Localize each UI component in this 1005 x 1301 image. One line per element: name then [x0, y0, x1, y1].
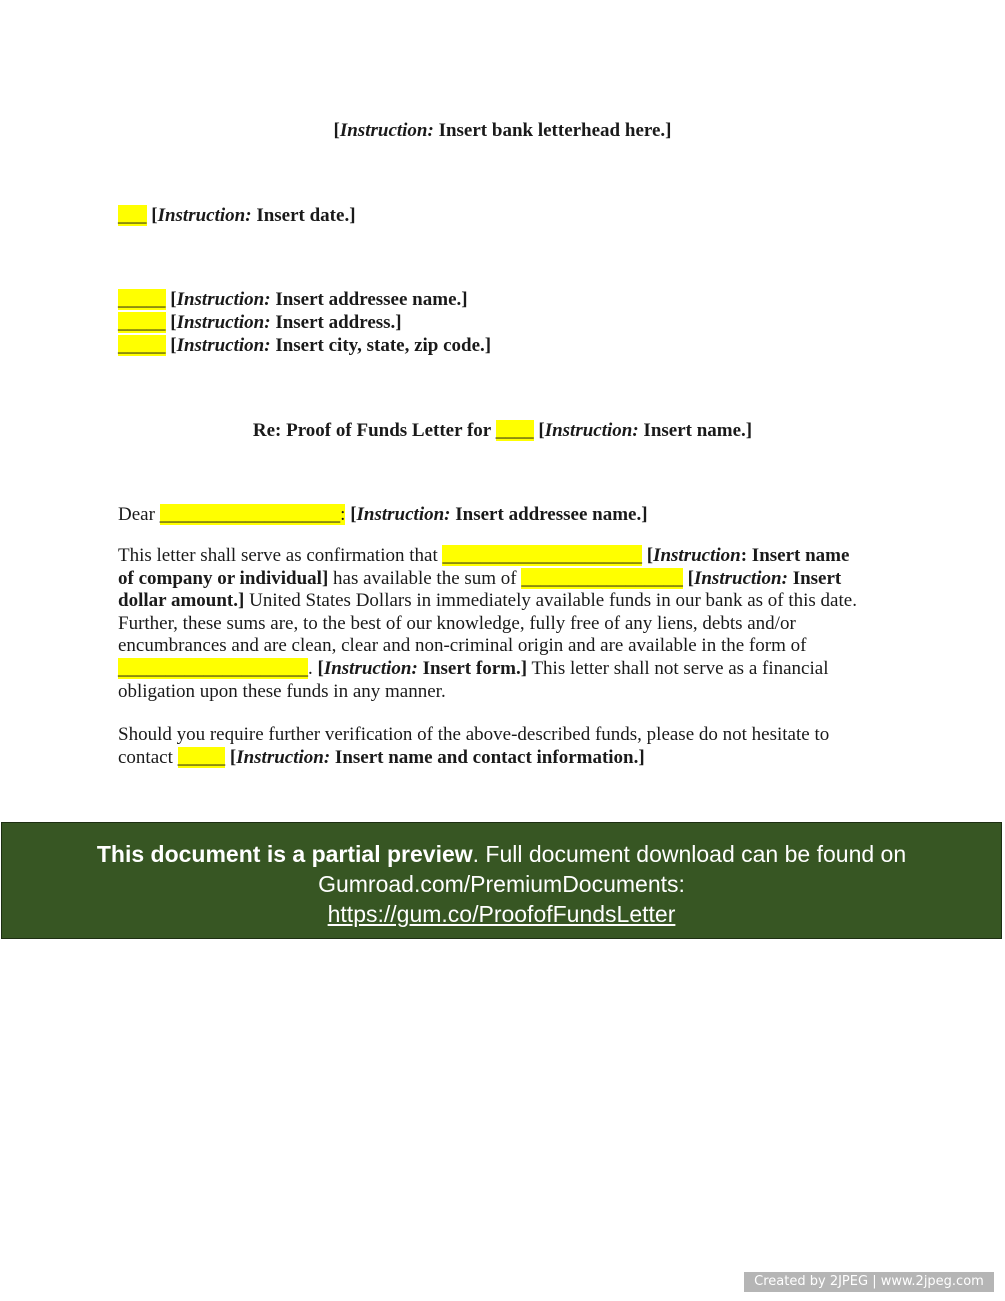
- company-name-blank[interactable]: _____________________: [442, 545, 642, 566]
- watermark: Created by 2JPEG | www.2jpeg.com: [744, 1272, 994, 1292]
- body1-row-5: encumbrances and are clean, clear and non-criminal origin and are available in the form of: [118, 635, 807, 657]
- body1-row-6: ____________________. [Instruction: Insert form.] This letter shall not serve as a financial: [118, 657, 829, 679]
- form-blank[interactable]: ____________________: [118, 657, 308, 679]
- body2-row-1: Should you require further verification of the above-described funds, please do not hesitate to: [118, 724, 830, 745]
- salutation: Dear ___________________: [Instruction: Insert addressee name.]: [118, 504, 648, 525]
- body1-row-7: obligation upon these funds in any manner.: [118, 680, 446, 702]
- body2-row-2: contact _____ [Instruction: Insert name and contact information.]: [118, 746, 645, 768]
- body1-row-4: Further, these sums are, to the best of our knowledge, fully free of any liens, debts and/or: [118, 612, 796, 634]
- address-street-line: _____ [Instruction: Insert address.]: [118, 312, 402, 333]
- body-paragraph-1: [118, 545, 898, 703]
- preview-banner: [1, 822, 1002, 939]
- address-blank[interactable]: _____: [118, 312, 166, 333]
- date-blank[interactable]: ___: [118, 205, 147, 226]
- salutation-blank[interactable]: ___________________:: [159, 504, 346, 525]
- banner-line-2: Gumroad.com/PremiumDocuments:: [318, 871, 685, 897]
- addressee-name-blank[interactable]: _____: [118, 289, 166, 310]
- body1-row-1: This letter shall serve as confirmation that _____________________ [Instruction: Insert name: [118, 545, 850, 566]
- body-paragraph-2: [118, 724, 898, 769]
- address-name-line: _____ [Instruction: Insert addressee name.]: [118, 289, 468, 310]
- city-state-zip-blank[interactable]: _____: [118, 335, 166, 356]
- address-city-line: _____ [Instruction: Insert city, state, zip code.]: [118, 335, 492, 356]
- banner-line-1: This document is a partial preview. Full document download can be found on: [96, 841, 907, 867]
- re-line: Re: Proof of Funds Letter for ____ [Instruction: Insert name.]: [252, 420, 753, 441]
- dollar-amount-blank[interactable]: _________________: [521, 567, 683, 589]
- date-line: ___ [Instruction: Insert date.]: [118, 205, 356, 226]
- body1-row-3: dollar amount.] United States Dollars in immediately available funds in our bank as of this date.: [118, 590, 857, 612]
- download-link[interactable]: https://gum.co/ProofofFundsLetter: [327, 901, 676, 927]
- re-name-blank[interactable]: ____: [495, 420, 534, 441]
- body1-row-2: of company or individual] has available the sum of _________________ [Instruction: Insert: [118, 567, 842, 589]
- contact-blank[interactable]: _____: [177, 746, 226, 768]
- letterhead-instruction: [Instruction: Insert bank letterhead here.]: [333, 120, 672, 141]
